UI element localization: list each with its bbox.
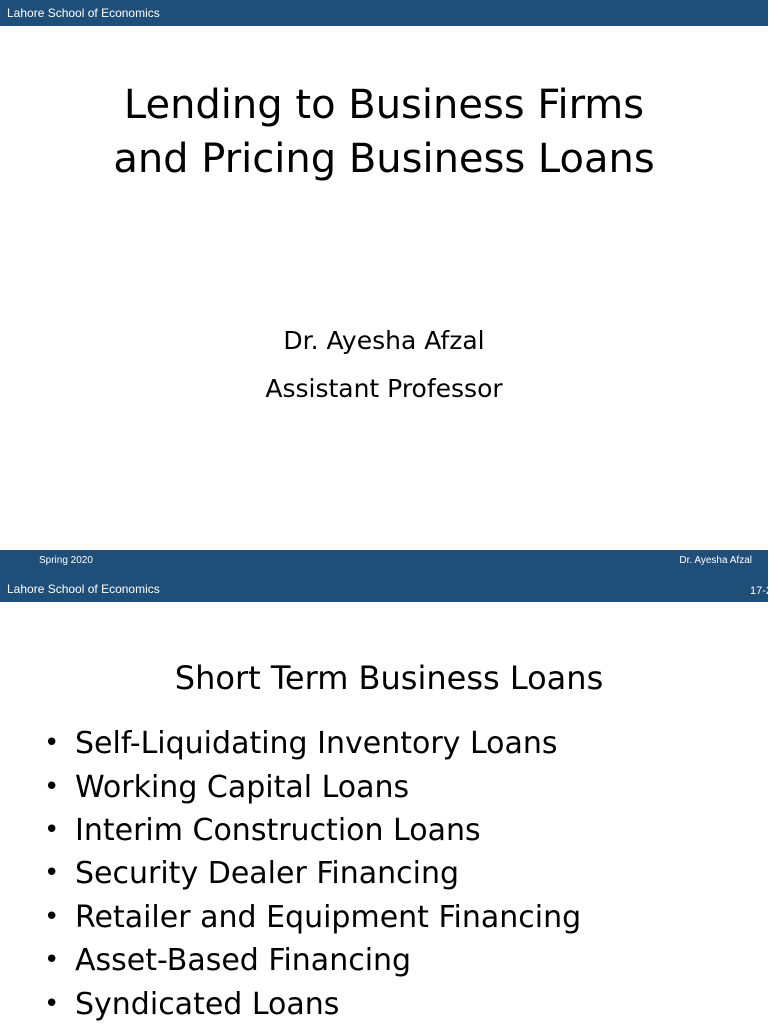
content-slide [0,576,772,1024]
footer-author: Dr. Ayesha Afzal [679,555,752,566]
bullet-item [44,852,581,895]
bullet-dot-icon: • [44,945,60,976]
bullet-dot-icon: • [44,814,60,845]
bullet-item [44,982,581,1025]
bullet-text: Syndicated Loans [75,986,340,1022]
bullet-text: Asset-Based Financing [75,943,412,979]
header-bar [0,0,768,26]
slide-title [0,78,768,186]
footer-term: Spring 2020 [39,555,93,566]
bullet-dot-icon: • [44,858,60,889]
bullet-text: Security Dealer Financing [75,856,460,892]
slide-number: 17-2 [749,585,772,597]
header-institution: Lahore School of Economics [7,6,160,20]
bullet-item [44,809,581,852]
author-title: Assistant Professor [265,374,503,403]
bullet-item [44,939,581,982]
bullet-item [44,896,581,939]
author-name: Dr. Ayesha Afzal [283,326,485,355]
bullet-text: Retailer and Equipment Financing [75,899,582,935]
bullet-dot-icon: • [44,901,60,932]
slide-title: Short Term Business Loans [174,659,604,697]
bullet-dot-icon: • [44,771,60,802]
footer-bar [0,550,768,576]
bullet-text: Working Capital Loans [75,769,410,805]
header-institution: Lahore School of Economics [7,582,160,596]
bullet-item [44,765,581,808]
bullet-text: Self-Liquidating Inventory Loans [75,726,558,762]
slide-title-line: Lending to Business Firms [123,82,645,128]
header-bar [0,576,772,602]
bullet-dot-icon: • [44,988,60,1019]
slide-title-line: and Pricing Business Loans [113,136,655,182]
bullet-dot-icon: • [44,728,60,759]
bullet-list [44,722,581,1026]
bullet-text: Interim Construction Loans [75,812,481,848]
bullet-item [44,722,581,765]
